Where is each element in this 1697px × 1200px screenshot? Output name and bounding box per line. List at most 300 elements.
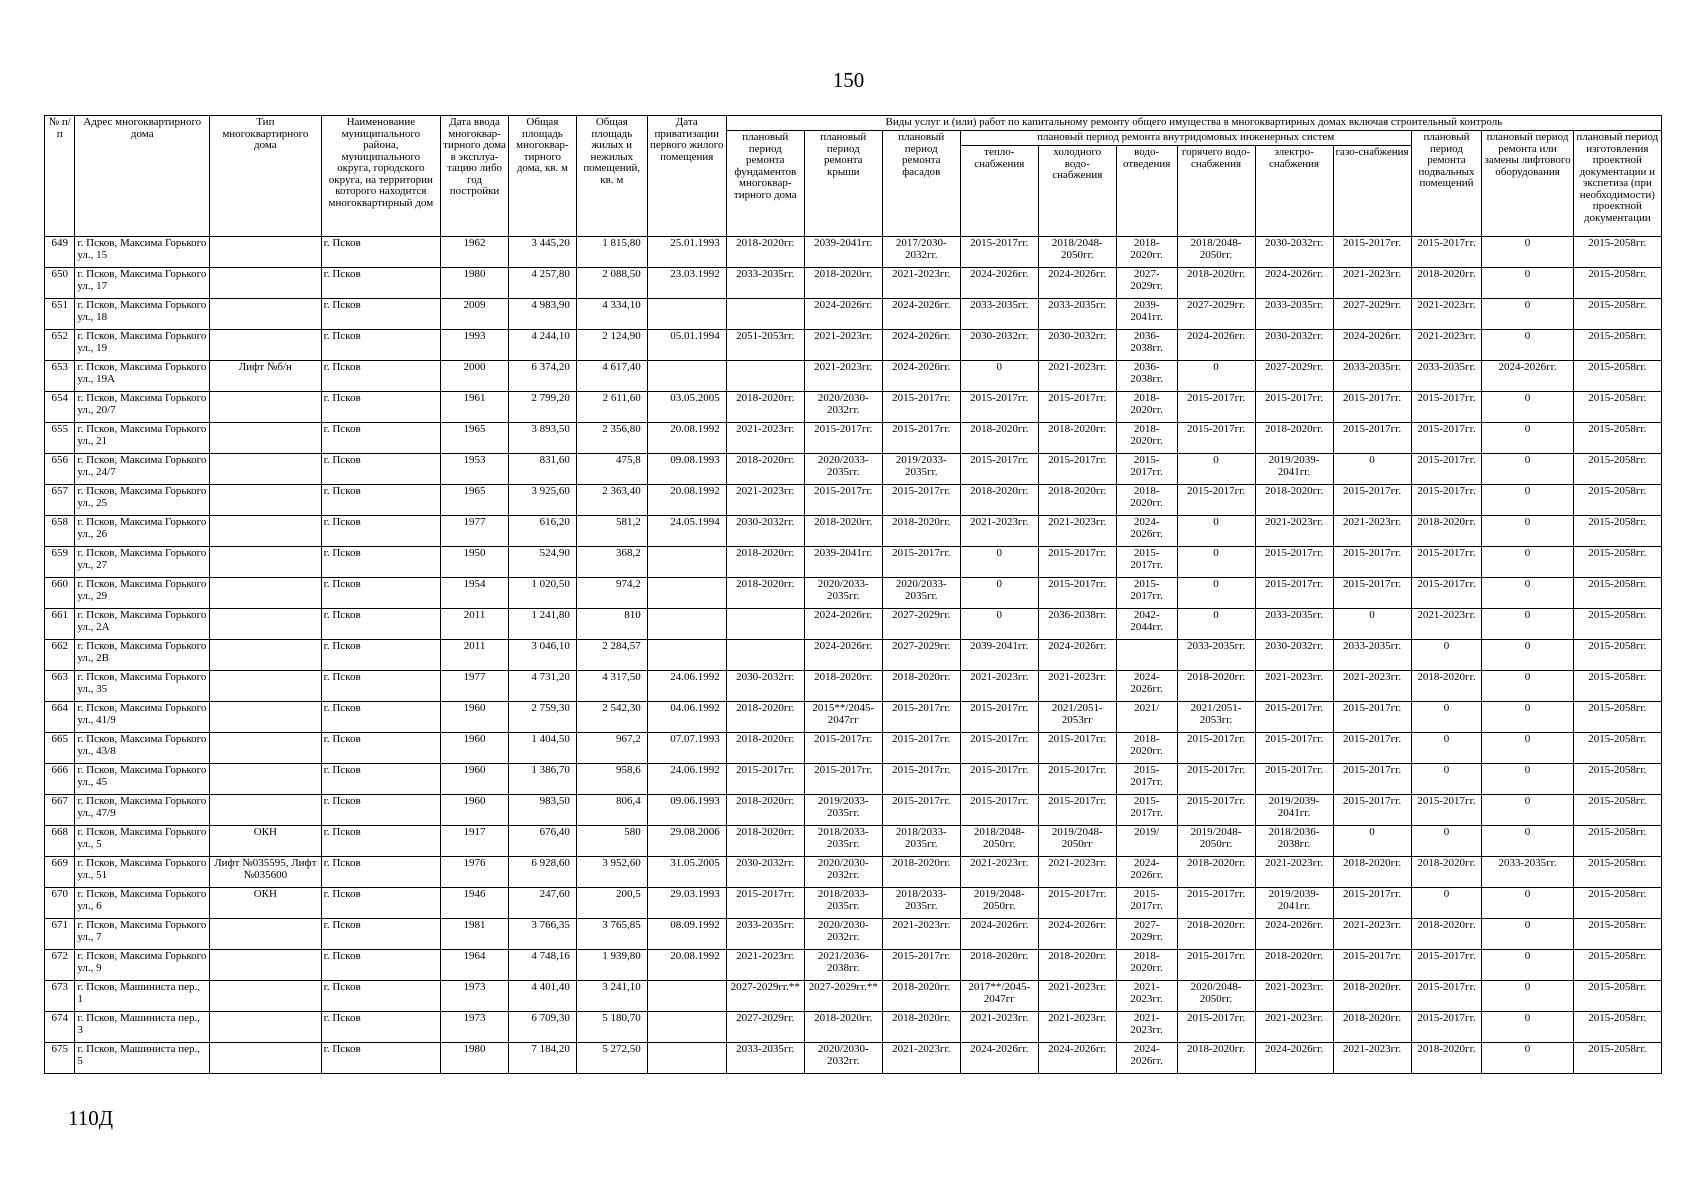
row-cold-water: 2018-2020гг.	[1038, 423, 1116, 454]
row-gas: 0	[1333, 454, 1411, 485]
row-roof: 2020/2030-2032гг.	[804, 392, 882, 423]
row-address: г. Псков, Максима Горького ул., 18	[75, 299, 210, 330]
row-address: г. Псков, Максима Горького ул., 9	[75, 950, 210, 981]
row-facade: 2015-2017гг.	[882, 392, 960, 423]
row-privatization	[647, 299, 726, 330]
row-privatization: 20.08.1992	[647, 485, 726, 516]
row-sewer: 2027-2029гг.	[1116, 268, 1177, 299]
row-facade: 2017/2030-2032гг.	[882, 237, 960, 268]
row-heat: 0	[960, 547, 1038, 578]
row-heat: 2018-2020гг.	[960, 485, 1038, 516]
row-type	[210, 702, 321, 733]
row-design: 2015-2058гг.	[1573, 826, 1661, 857]
row-living-area: 958,6	[576, 764, 647, 795]
row-year: 1981	[441, 919, 509, 950]
row-facade: 2018/2033-2035гг.	[882, 826, 960, 857]
row-electric: 2021-2023гг.	[1255, 671, 1333, 702]
table-row	[45, 1043, 1662, 1074]
row-sewer: 2039-2041гг.	[1116, 299, 1177, 330]
row-design: 2015-2058гг.	[1573, 392, 1661, 423]
row-design: 2015-2058гг.	[1573, 609, 1661, 640]
header-elevator: плановый период ремонта или замены лифтового оборудования	[1482, 131, 1573, 237]
row-electric: 2015-2017гг.	[1255, 702, 1333, 733]
row-foundation: 2030-2032гг.	[726, 516, 804, 547]
row-heat: 2017**/2045-2047гг	[960, 981, 1038, 1012]
row-sewer: 2036-2038гг.	[1116, 330, 1177, 361]
page-number: 150	[832, 68, 865, 92]
footer-mark: 110Д	[68, 1106, 114, 1130]
row-total-area: 3 893,50	[508, 423, 576, 454]
row-total-area: 4 983,90	[508, 299, 576, 330]
row-heat: 2018-2020гг.	[960, 950, 1038, 981]
row-district: г. Псков	[321, 547, 441, 578]
table-row	[45, 702, 1662, 733]
row-heat: 0	[960, 578, 1038, 609]
row-electric: 2015-2017гг.	[1255, 392, 1333, 423]
row-cold-water: 2021-2023гг.	[1038, 981, 1116, 1012]
row-cold-water: 2015-2017гг.	[1038, 454, 1116, 485]
row-roof: 2015-2017гг.	[804, 764, 882, 795]
row-number: 664	[45, 702, 75, 733]
row-district: г. Псков	[321, 1043, 441, 1074]
row-basement: 2015-2017гг.	[1411, 423, 1482, 454]
row-living-area: 5 272,50	[576, 1043, 647, 1074]
row-facade: 2018-2020гг.	[882, 857, 960, 888]
row-district: г. Псков	[321, 919, 441, 950]
row-foundation	[726, 361, 804, 392]
header-type: Тип многоквартирного дома	[210, 116, 321, 237]
row-number: 652	[45, 330, 75, 361]
row-gas: 2021-2023гг.	[1333, 1043, 1411, 1074]
row-year: 1976	[441, 857, 509, 888]
row-foundation: 2018-2020гг.	[726, 702, 804, 733]
row-facade: 2015-2017гг.	[882, 950, 960, 981]
row-type	[210, 919, 321, 950]
row-type	[210, 454, 321, 485]
header-district: Наименование муниципального района, муниципального округа, городского округа, на территории которого находится многоквартирный дом	[321, 116, 441, 237]
row-foundation: 2030-2032гг.	[726, 857, 804, 888]
row-design: 2015-2058гг.	[1573, 795, 1661, 826]
row-foundation: 2051-2053гг.	[726, 330, 804, 361]
row-living-area: 3 952,60	[576, 857, 647, 888]
row-privatization: 09.08.1993	[647, 454, 726, 485]
row-address: г. Псков, Максима Горького ул., 51	[75, 857, 210, 888]
row-address: г. Псков, Максима Горького ул., 45	[75, 764, 210, 795]
row-privatization: 05.01.1994	[647, 330, 726, 361]
row-design: 2015-2058гг.	[1573, 764, 1661, 795]
row-foundation: 2015-2017гг.	[726, 888, 804, 919]
row-number: 662	[45, 640, 75, 671]
row-total-area: 2 759,30	[508, 702, 576, 733]
row-elevator: 0	[1482, 702, 1573, 733]
row-living-area: 4 334,10	[576, 299, 647, 330]
row-district: г. Псков	[321, 950, 441, 981]
table-row	[45, 392, 1662, 423]
row-hot-water: 2015-2017гг.	[1177, 1012, 1255, 1043]
row-hot-water: 2015-2017гг.	[1177, 795, 1255, 826]
row-design: 2015-2058гг.	[1573, 454, 1661, 485]
row-facade: 2015-2017гг.	[882, 485, 960, 516]
row-gas: 2018-2020гг.	[1333, 981, 1411, 1012]
row-total-area: 4 257,80	[508, 268, 576, 299]
row-roof: 2021-2023гг.	[804, 361, 882, 392]
row-basement: 2021-2023гг.	[1411, 299, 1482, 330]
row-hot-water: 2015-2017гг.	[1177, 950, 1255, 981]
row-facade: 2021-2023гг.	[882, 919, 960, 950]
header-design: плановый период изготовления проектной документации и экспетиза (при необходимости) проектной документации	[1573, 131, 1661, 237]
row-living-area: 580	[576, 826, 647, 857]
row-number: 671	[45, 919, 75, 950]
row-number: 651	[45, 299, 75, 330]
row-electric: 2015-2017гг.	[1255, 547, 1333, 578]
row-elevator: 0	[1482, 1043, 1573, 1074]
row-total-area: 1 404,50	[508, 733, 576, 764]
row-district: г. Псков	[321, 237, 441, 268]
row-roof: 2024-2026гг.	[804, 640, 882, 671]
row-hot-water: 2018-2020гг.	[1177, 919, 1255, 950]
row-basement: 2015-2017гг.	[1411, 485, 1482, 516]
row-hot-water: 2024-2026гг.	[1177, 330, 1255, 361]
row-sewer: 2024-2026гг.	[1116, 857, 1177, 888]
row-privatization: 09.06.1993	[647, 795, 726, 826]
row-gas: 2015-2017гг.	[1333, 764, 1411, 795]
capital-repair-table	[44, 115, 1662, 1074]
row-sewer: 2019/	[1116, 826, 1177, 857]
row-gas: 0	[1333, 609, 1411, 640]
row-district: г. Псков	[321, 516, 441, 547]
row-foundation: 2018-2020гг.	[726, 237, 804, 268]
row-heat: 0	[960, 609, 1038, 640]
table-row	[45, 981, 1662, 1012]
row-address: г. Псков, Максима Горького ул., 2А	[75, 609, 210, 640]
row-living-area: 5 180,70	[576, 1012, 647, 1043]
row-electric: 2018-2020гг.	[1255, 485, 1333, 516]
row-total-area: 4 401,40	[508, 981, 576, 1012]
row-elevator: 0	[1482, 1012, 1573, 1043]
row-privatization	[647, 1043, 726, 1074]
row-total-area: 3 445,20	[508, 237, 576, 268]
row-cold-water: 2015-2017гг.	[1038, 547, 1116, 578]
header-commission: Дата ввода многоквар-тирного дома в эксплуа-тацию либо год постройки	[441, 116, 509, 237]
row-basement: 0	[1411, 888, 1482, 919]
row-elevator: 0	[1482, 640, 1573, 671]
row-basement: 2015-2017гг.	[1411, 237, 1482, 268]
row-gas: 2015-2017гг.	[1333, 423, 1411, 454]
row-facade: 2015-2017гг.	[882, 423, 960, 454]
row-facade: 2021-2023гг.	[882, 268, 960, 299]
row-basement: 2015-2017гг.	[1411, 950, 1482, 981]
row-district: г. Псков	[321, 1012, 441, 1043]
row-year: 1965	[441, 485, 509, 516]
row-roof: 2039-2041гг.	[804, 237, 882, 268]
row-elevator: 0	[1482, 485, 1573, 516]
row-privatization: 20.08.1992	[647, 423, 726, 454]
row-hot-water: 2020/2048-2050гг.	[1177, 981, 1255, 1012]
header-facade: плановый период ремонта фасадов	[882, 131, 960, 237]
row-foundation: 2018-2020гг.	[726, 733, 804, 764]
row-district: г. Псков	[321, 981, 441, 1012]
row-sewer: 2015-2017гг.	[1116, 454, 1177, 485]
row-design: 2015-2058гг.	[1573, 361, 1661, 392]
row-hot-water: 0	[1177, 454, 1255, 485]
row-gas: 2018-2020гг.	[1333, 1012, 1411, 1043]
row-elevator: 0	[1482, 268, 1573, 299]
row-total-area: 4 731,20	[508, 671, 576, 702]
row-hot-water: 2015-2017гг.	[1177, 888, 1255, 919]
row-type	[210, 485, 321, 516]
row-gas: 2021-2023гг.	[1333, 671, 1411, 702]
row-total-area: 676,40	[508, 826, 576, 857]
row-basement: 0	[1411, 733, 1482, 764]
row-cold-water: 2018-2020гг.	[1038, 950, 1116, 981]
header-roof: плановый период ремонта крыши	[804, 131, 882, 237]
row-district: г. Псков	[321, 857, 441, 888]
row-facade: 2027-2029гг.	[882, 609, 960, 640]
row-privatization: 08.09.1992	[647, 919, 726, 950]
row-living-area: 810	[576, 609, 647, 640]
row-number: 670	[45, 888, 75, 919]
row-roof: 2020/2030-2032гг.	[804, 857, 882, 888]
row-privatization: 20.08.1992	[647, 950, 726, 981]
row-address: г. Псков, Максима Горького ул., 20/7	[75, 392, 210, 423]
row-design: 2015-2058гг.	[1573, 919, 1661, 950]
row-facade: 2019/2033-2035гг.	[882, 454, 960, 485]
row-living-area: 368,2	[576, 547, 647, 578]
row-electric: 2021-2023гг.	[1255, 516, 1333, 547]
row-living-area: 2 356,80	[576, 423, 647, 454]
row-year: 1980	[441, 1043, 509, 1074]
row-hot-water: 2018-2020гг.	[1177, 671, 1255, 702]
row-hot-water: 2018-2020гг.	[1177, 268, 1255, 299]
row-basement: 2018-2020гг.	[1411, 1043, 1482, 1074]
row-electric: 2024-2026гг.	[1255, 268, 1333, 299]
row-living-area: 2 284,57	[576, 640, 647, 671]
row-type	[210, 516, 321, 547]
row-sewer: 2018-2020гг.	[1116, 423, 1177, 454]
row-privatization: 04.06.1992	[647, 702, 726, 733]
row-living-area: 4 617,40	[576, 361, 647, 392]
row-total-area: 2 799,20	[508, 392, 576, 423]
row-gas: 2015-2017гг.	[1333, 733, 1411, 764]
row-type	[210, 671, 321, 702]
table-row	[45, 950, 1662, 981]
row-type	[210, 640, 321, 671]
row-electric: 2030-2032гг.	[1255, 330, 1333, 361]
row-living-area: 967,2	[576, 733, 647, 764]
header-privatization: Дата приватизации первого жилого помещения	[647, 116, 726, 237]
row-foundation	[726, 609, 804, 640]
row-cold-water: 2015-2017гг.	[1038, 888, 1116, 919]
row-design: 2015-2058гг.	[1573, 578, 1661, 609]
row-year: 1953	[441, 454, 509, 485]
row-number: 667	[45, 795, 75, 826]
row-elevator: 0	[1482, 578, 1573, 609]
table-row	[45, 764, 1662, 795]
row-number: 659	[45, 547, 75, 578]
row-roof: 2018-2020гг.	[804, 268, 882, 299]
row-sewer: 2015-2017гг.	[1116, 547, 1177, 578]
row-living-area: 2 542,30	[576, 702, 647, 733]
row-sewer	[1116, 640, 1177, 671]
row-heat: 2015-2017гг.	[960, 795, 1038, 826]
row-year: 1977	[441, 671, 509, 702]
row-foundation: 2021-2023гг.	[726, 485, 804, 516]
row-facade: 2024-2026гг.	[882, 330, 960, 361]
header-works-group: Виды услуг и (или) работ по капитальному ремонту общего имущества в многоквартирных домах включая строительный контроль	[726, 116, 1661, 131]
row-year: 1962	[441, 237, 509, 268]
row-number: 668	[45, 826, 75, 857]
row-number: 661	[45, 609, 75, 640]
row-cold-water: 2019/2048-2050гг	[1038, 826, 1116, 857]
row-design: 2015-2058гг.	[1573, 1043, 1661, 1074]
row-type	[210, 1043, 321, 1074]
row-cold-water: 2021-2023гг.	[1038, 857, 1116, 888]
table-row	[45, 454, 1662, 485]
row-elevator: 0	[1482, 826, 1573, 857]
row-district: г. Псков	[321, 702, 441, 733]
row-cold-water: 2033-2035гг.	[1038, 299, 1116, 330]
row-number: 654	[45, 392, 75, 423]
row-roof: 2024-2026гг.	[804, 609, 882, 640]
row-living-area: 3 241,10	[576, 981, 647, 1012]
row-cold-water: 2021-2023гг.	[1038, 671, 1116, 702]
row-hot-water: 2015-2017гг.	[1177, 733, 1255, 764]
row-sewer: 2018-2020гг.	[1116, 733, 1177, 764]
row-elevator: 0	[1482, 516, 1573, 547]
row-foundation: 2018-2020гг.	[726, 547, 804, 578]
row-roof: 2018-2020гг.	[804, 1012, 882, 1043]
row-basement: 2018-2020гг.	[1411, 857, 1482, 888]
row-cold-water: 2018-2020гг.	[1038, 485, 1116, 516]
row-elevator: 0	[1482, 392, 1573, 423]
row-privatization: 29.03.1993	[647, 888, 726, 919]
row-cold-water: 2015-2017гг.	[1038, 764, 1116, 795]
row-address: г. Псков, Максима Горького ул., 19	[75, 330, 210, 361]
row-hot-water: 2018-2020гг.	[1177, 1043, 1255, 1074]
row-sewer: 2021/	[1116, 702, 1177, 733]
row-address: г. Псков, Машиниста пер., 5	[75, 1043, 210, 1074]
row-total-area: 831,60	[508, 454, 576, 485]
row-cold-water: 2015-2017гг.	[1038, 392, 1116, 423]
row-gas: 2015-2017гг.	[1333, 950, 1411, 981]
row-cold-water: 2021/2051-2053гг	[1038, 702, 1116, 733]
row-address: г. Псков, Максима Горького ул., 15	[75, 237, 210, 268]
row-year: 1960	[441, 764, 509, 795]
row-elevator: 0	[1482, 795, 1573, 826]
row-hot-water: 2015-2017гг.	[1177, 485, 1255, 516]
row-hot-water: 2015-2017гг.	[1177, 392, 1255, 423]
row-privatization: 07.07.1993	[647, 733, 726, 764]
row-type: Лифт №б/н	[210, 361, 321, 392]
row-facade: 2024-2026гг.	[882, 361, 960, 392]
row-elevator: 2033-2035гг.	[1482, 857, 1573, 888]
table-row	[45, 485, 1662, 516]
row-design: 2015-2058гг.	[1573, 950, 1661, 981]
row-address: г. Псков, Машиниста пер., 1	[75, 981, 210, 1012]
row-elevator: 0	[1482, 454, 1573, 485]
row-cold-water: 2030-2032гг.	[1038, 330, 1116, 361]
row-privatization: 25.01.1993	[647, 237, 726, 268]
row-living-area: 2 363,40	[576, 485, 647, 516]
row-foundation: 2015-2017гг.	[726, 764, 804, 795]
row-heat: 2015-2017гг.	[960, 764, 1038, 795]
row-address: г. Псков, Максима Горького ул., 47/9	[75, 795, 210, 826]
row-facade: 2018-2020гг.	[882, 1012, 960, 1043]
row-foundation: 2018-2020гг.	[726, 795, 804, 826]
row-address: г. Псков, Максима Горького ул., 41/9	[75, 702, 210, 733]
row-privatization	[647, 640, 726, 671]
row-living-area: 974,2	[576, 578, 647, 609]
row-number: 665	[45, 733, 75, 764]
row-living-area: 200,5	[576, 888, 647, 919]
row-privatization	[647, 361, 726, 392]
row-gas: 2015-2017гг.	[1333, 547, 1411, 578]
row-elevator: 0	[1482, 423, 1573, 454]
row-year: 1965	[441, 423, 509, 454]
header-total-area: Общая площадь многоквар-тирного дома, кв. м	[508, 116, 576, 237]
row-foundation: 2027-2029гг.	[726, 1012, 804, 1043]
row-basement: 2015-2017гг.	[1411, 392, 1482, 423]
row-hot-water: 0	[1177, 578, 1255, 609]
row-privatization: 23.03.1992	[647, 268, 726, 299]
row-year: 1917	[441, 826, 509, 857]
header-engineering-group: плановый период ремонта внутридомовых инженерных систем	[960, 131, 1411, 146]
row-gas: 2021-2023гг.	[1333, 919, 1411, 950]
row-year: 1964	[441, 950, 509, 981]
row-number: 649	[45, 237, 75, 268]
row-year: 1960	[441, 702, 509, 733]
row-district: г. Псков	[321, 733, 441, 764]
row-facade: 2027-2029гг.	[882, 640, 960, 671]
row-gas: 2015-2017гг.	[1333, 702, 1411, 733]
table-row	[45, 888, 1662, 919]
row-privatization: 24.06.1992	[647, 764, 726, 795]
row-number: 653	[45, 361, 75, 392]
row-basement: 2018-2020гг.	[1411, 268, 1482, 299]
row-year: 1980	[441, 268, 509, 299]
row-heat: 2015-2017гг.	[960, 392, 1038, 423]
row-hot-water: 2018/2048-2050гг.	[1177, 237, 1255, 268]
row-living-area: 1 815,80	[576, 237, 647, 268]
row-electric: 2021-2023гг.	[1255, 1012, 1333, 1043]
row-privatization	[647, 578, 726, 609]
row-roof: 2039-2041гг.	[804, 547, 882, 578]
row-type	[210, 423, 321, 454]
row-electric: 2024-2026гг.	[1255, 1043, 1333, 1074]
row-basement: 2015-2017гг.	[1411, 795, 1482, 826]
row-gas: 2033-2035гг.	[1333, 640, 1411, 671]
row-elevator: 0	[1482, 330, 1573, 361]
table-row	[45, 733, 1662, 764]
row-hot-water: 2015-2017гг.	[1177, 764, 1255, 795]
row-hot-water: 2019/2048-2050гг.	[1177, 826, 1255, 857]
row-district: г. Псков	[321, 454, 441, 485]
row-total-area: 6 928,60	[508, 857, 576, 888]
row-living-area: 581,2	[576, 516, 647, 547]
row-cold-water: 2018/2048-2050гг.	[1038, 237, 1116, 268]
row-gas: 2018-2020гг.	[1333, 857, 1411, 888]
row-address: г. Псков, Максима Горького ул., 6	[75, 888, 210, 919]
row-year: 1977	[441, 516, 509, 547]
row-cold-water: 2024-2026гг.	[1038, 640, 1116, 671]
row-electric: 2021-2023гг.	[1255, 981, 1333, 1012]
row-design: 2015-2058гг.	[1573, 299, 1661, 330]
row-total-area: 4 748,16	[508, 950, 576, 981]
row-hot-water: 2015-2017гг.	[1177, 423, 1255, 454]
row-sewer: 2027-2029гг.	[1116, 919, 1177, 950]
table-row	[45, 361, 1662, 392]
row-total-area: 3 766,35	[508, 919, 576, 950]
